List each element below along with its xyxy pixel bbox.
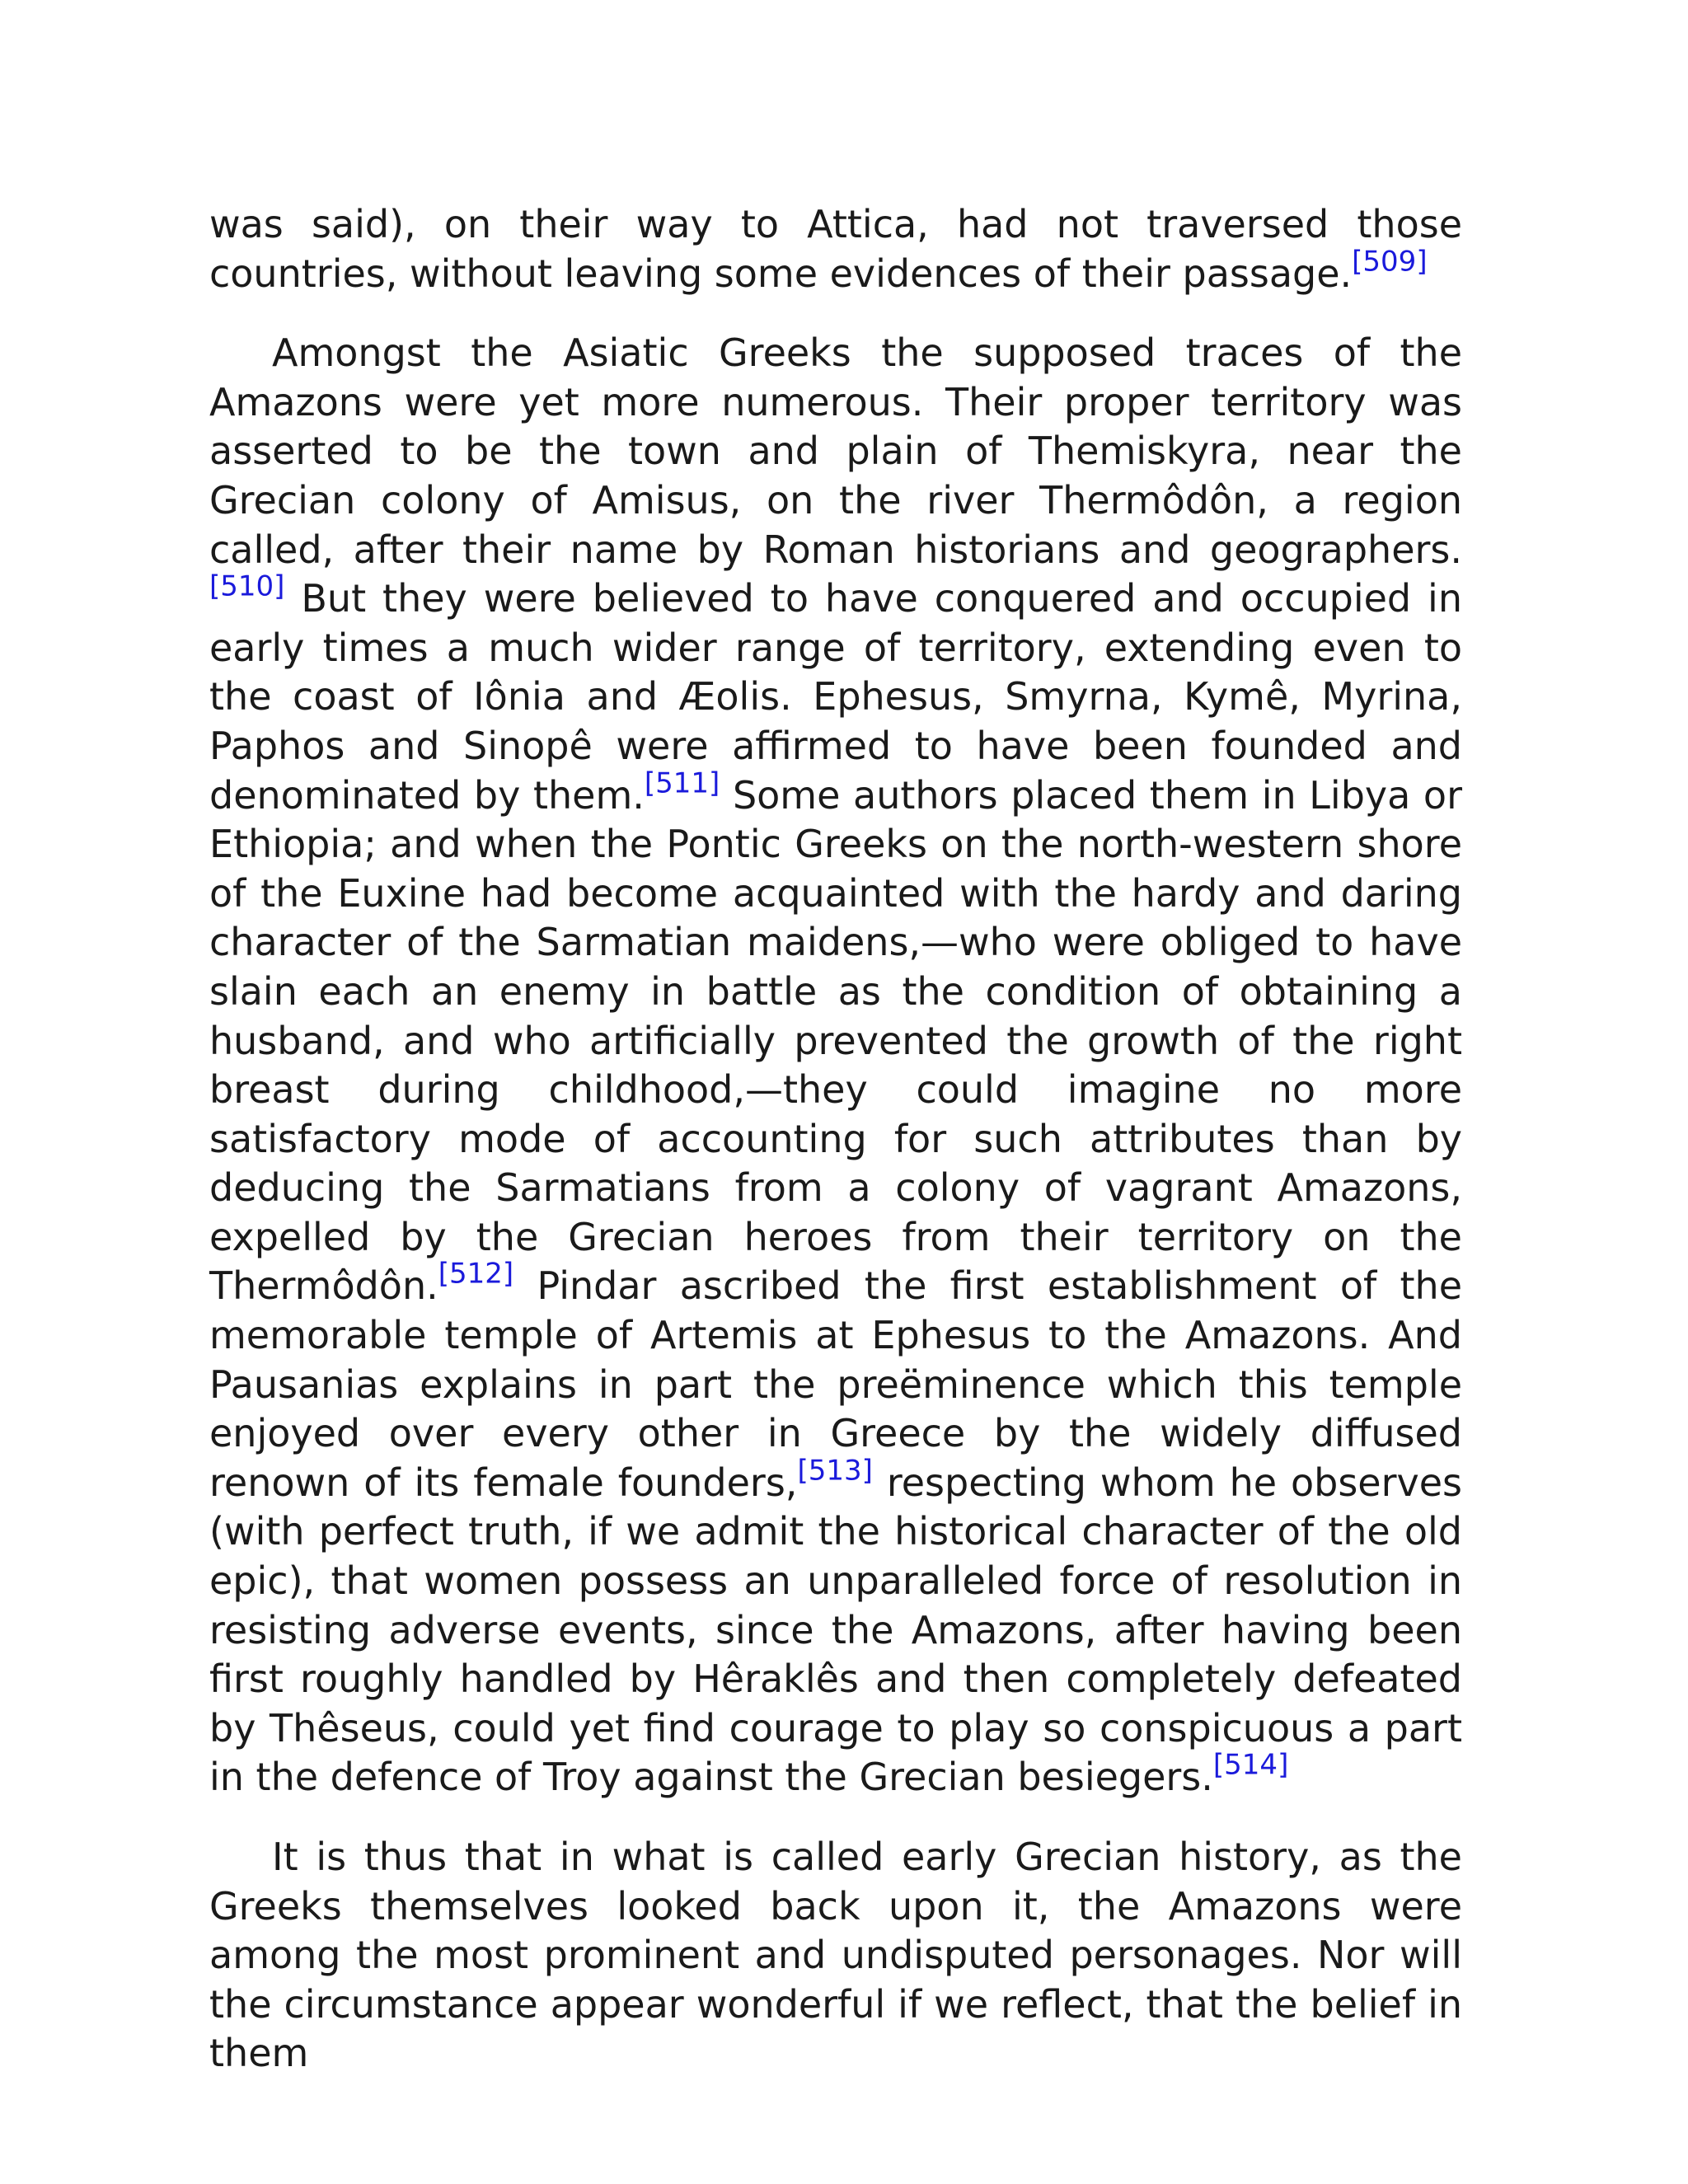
paragraph-1 bbox=[209, 200, 1462, 298]
footnote-link-511[interactable]: [511] bbox=[644, 766, 720, 799]
paragraph-3 bbox=[209, 1833, 1462, 2079]
footnote-link-512[interactable]: [512] bbox=[438, 1257, 514, 1291]
paragraph-text: Some authors placed them in Libya or Ethiopia; and when the Pontic Greeks on the north-western shore of the Euxine had become acquainted with the hardy and daring character of the Sarmatian maidens,—who were obliged to have slain each an enemy in battle as the condition of obtaining a husband, and who artificially prevented the growth of the right breast during childhood,—they could imagine no more satisfactory mode of accounting for such attributes than by deducing the Sarmatians from a colony of vagrant Amazons, expelled by the Grecian heroes from their territory on the Thermôdôn. bbox=[209, 772, 1462, 1309]
paragraph-text: It is thus that in what is called early Grecian history, as the Greeks themselves looked back upon it, the Amazons were among the most prominent and undisputed personages. Nor will the circumstance appear wonderful if we reflect, that the belief in them bbox=[209, 1835, 1462, 2076]
footnote-link-513[interactable]: [513] bbox=[797, 1454, 873, 1488]
footnote-link-509[interactable]: [509] bbox=[1352, 244, 1428, 278]
paragraph-text: Pindar ascribed the first establishment of the memorable temple of Artemis at Ephesus to the Amazons. And Pausanias explains in part the preëminence which this temple enjoyed over every other in Greece by the widely diffused renown of its female founders, bbox=[209, 1263, 1462, 1505]
paragraph-text: respecting whom he observes (with perfect truth, if we admit the historical character of the old epic), that women possess an unparalleled force of resolution in resisting adverse events, since the Amazons, after having been first roughly handled by Hêraklês and then completely defeated by Thêseus, could yet find courage to play so conspicuous a part in the defence of Troy against the Grecian besiegers. bbox=[209, 1460, 1463, 1800]
paragraph-text: But they were believed to have conquered and occupied in early times a much wider range of territory, extending even to the coast of Iônia and Æolis. Ephesus, Smyrna, Kymê, Myrina, Paphos and Sinopê were affirmed to have been founded and denominated by them. bbox=[209, 576, 1462, 818]
footnote-link-514[interactable]: [514] bbox=[1212, 1748, 1289, 1782]
paragraph-2 bbox=[209, 329, 1462, 1802]
paragraph-text: was said), on their way to Attica, had not traversed those countries, without leaving some evidences of their passage. bbox=[209, 202, 1462, 296]
paragraph-text: Amongst the Asiatic Greeks the supposed traces of the Amazons were yet more numerous. Their proper territory was asserted to be the town and plain of Themiskyra, near the Grecian colony of Amisus, on the river Thermôdôn, a region called, after their name by Roman historians and geographers. bbox=[209, 330, 1462, 572]
page-body bbox=[209, 200, 1462, 2079]
footnote-link-510[interactable]: [510] bbox=[209, 569, 285, 603]
